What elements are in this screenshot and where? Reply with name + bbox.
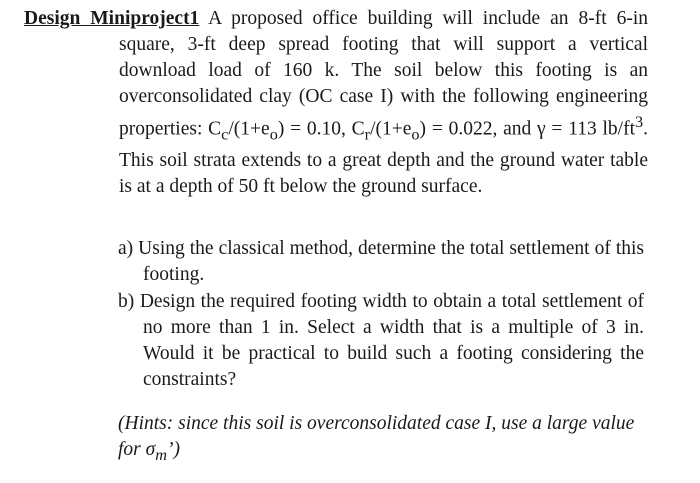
part-a xyxy=(118,236,644,288)
hint-text-post: ’) xyxy=(167,438,180,460)
statement-text-2: /(1+e xyxy=(228,118,270,140)
cc-subscript: c xyxy=(221,125,229,144)
part-b-marker: b) xyxy=(118,290,135,312)
part-a-text: Using the classical method, determine the total settlement of this footing. xyxy=(133,238,644,285)
hint-subscript: m xyxy=(155,445,167,464)
hint-text-pre: (Hints: since this soil is overconsolidated case I, use a large value for σ xyxy=(118,413,635,460)
problem-title: Design Miniproject1 xyxy=(24,8,200,29)
part-a-marker: a) xyxy=(118,238,134,259)
part-b-text: Design the required footing width to obtain a total settlement of no more than 1 in. Select a width that is a multiple of 3 in. Would it be practical to build such a footing considering the constraints? xyxy=(134,290,644,390)
cr-subscript: r xyxy=(364,125,371,144)
e0-subscript-1: o xyxy=(269,125,278,144)
problem-parts xyxy=(118,236,644,392)
problem-statement xyxy=(24,6,648,200)
e0-subscript-2: o xyxy=(411,125,420,144)
ft-cubed-superscript: 3 xyxy=(635,112,644,131)
statement-text-6: . This soil strata extends to a great depth and the ground water table is at a depth of 50 ft below the ground surface. xyxy=(119,118,648,197)
statement-text-5: ) = 0.022, and γ = 113 lb/ft xyxy=(419,118,635,140)
statement-text-3: ) = 0.10, C xyxy=(277,118,365,140)
hint-text xyxy=(118,411,648,469)
statement-text-4: /(1+e xyxy=(370,118,412,140)
part-b xyxy=(118,289,644,393)
statement-text-1: A proposed office building will include an 8-ft 6-in square, 3-ft deep spread footing that will support a vertical download load of 160 k. The soil below this footing is an overconsolidated clay (OC case I) with the following engineering properties: C xyxy=(119,8,648,140)
